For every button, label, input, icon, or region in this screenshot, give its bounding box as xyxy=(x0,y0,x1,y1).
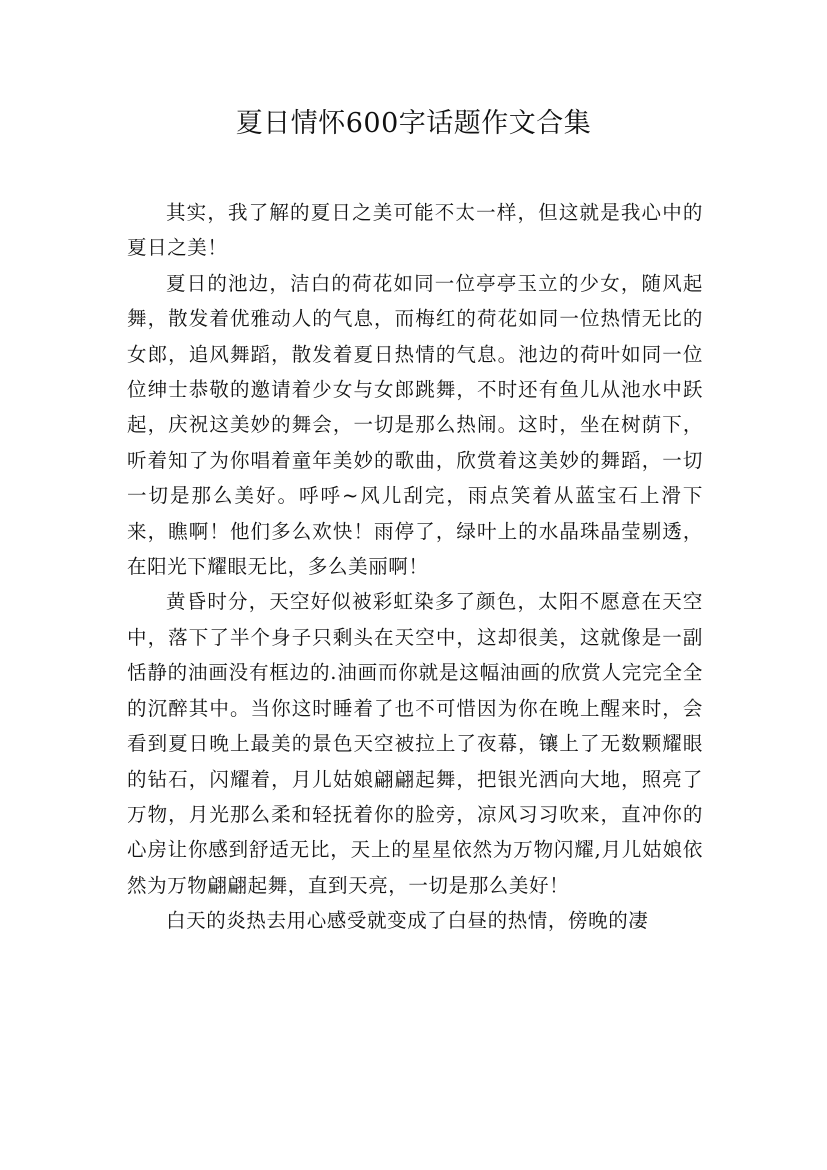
paragraph: 白天的炎热去用心感受就变成了白昼的热情，傍晚的凄 xyxy=(166,909,649,933)
document-title: 夏日情怀600字话题作文合集 xyxy=(235,108,592,139)
paragraph: 黄昏时分，天空好似被彩虹染多了颜色，太阳不愿意在天空中，落下了半个身子只剩头在天空中，这却很美，这就像是一副恬静的油画没有框边的.油画而你就是这幅油画的欣赏人完完全全的沉醉其中。当你这时睡着了也不可惜因为你在晚上醒来时，会看到夏日晚上最美的景色天空被拉上了夜幕，镶上了无数颗耀眼的钻石，闪耀着，月儿姑娘翩翩起舞，把银光洒向大地，照亮了万物，月光那么柔和轻抚着你的脸旁，凉风习习吹来，直冲你的心房让你感到舒适无比，天上的星星依然为万物闪耀,月儿姑娘依然为万物翩翩起舞，直到天亮，一切是那么美好！ xyxy=(127,590,703,897)
paragraph: 夏日的池边，洁白的荷花如同一位亭亭玉立的少女，随风起舞，散发着优雅动人的气息，而梅红的荷花如同一位热情无比的女郎，追风舞蹈，散发着夏日热情的气息。池边的荷叶如同一位位绅士恭敬的邀请着少女与女郎跳舞，不时还有鱼儿从池水中跃起，庆祝这美妙的舞会，一切是那么热闹。这时，坐在树荫下，听着知了为你唱着童年美妙的歌曲，欣赏着这美妙的舞蹈，一切一切是那么美好。呼呼~风儿刮完，雨点笑着从蓝宝石上滑下来，瞧啊！他们多么欢快！雨停了，绿叶上的水晶珠晶莹剔透，在阳光下耀眼无比，多么美丽啊！ xyxy=(127,271,703,579)
document-body xyxy=(127,195,703,939)
paragraph: 其实，我了解的夏日之美可能不太一样，但这就是我心中的夏日之美！ xyxy=(127,201,703,260)
